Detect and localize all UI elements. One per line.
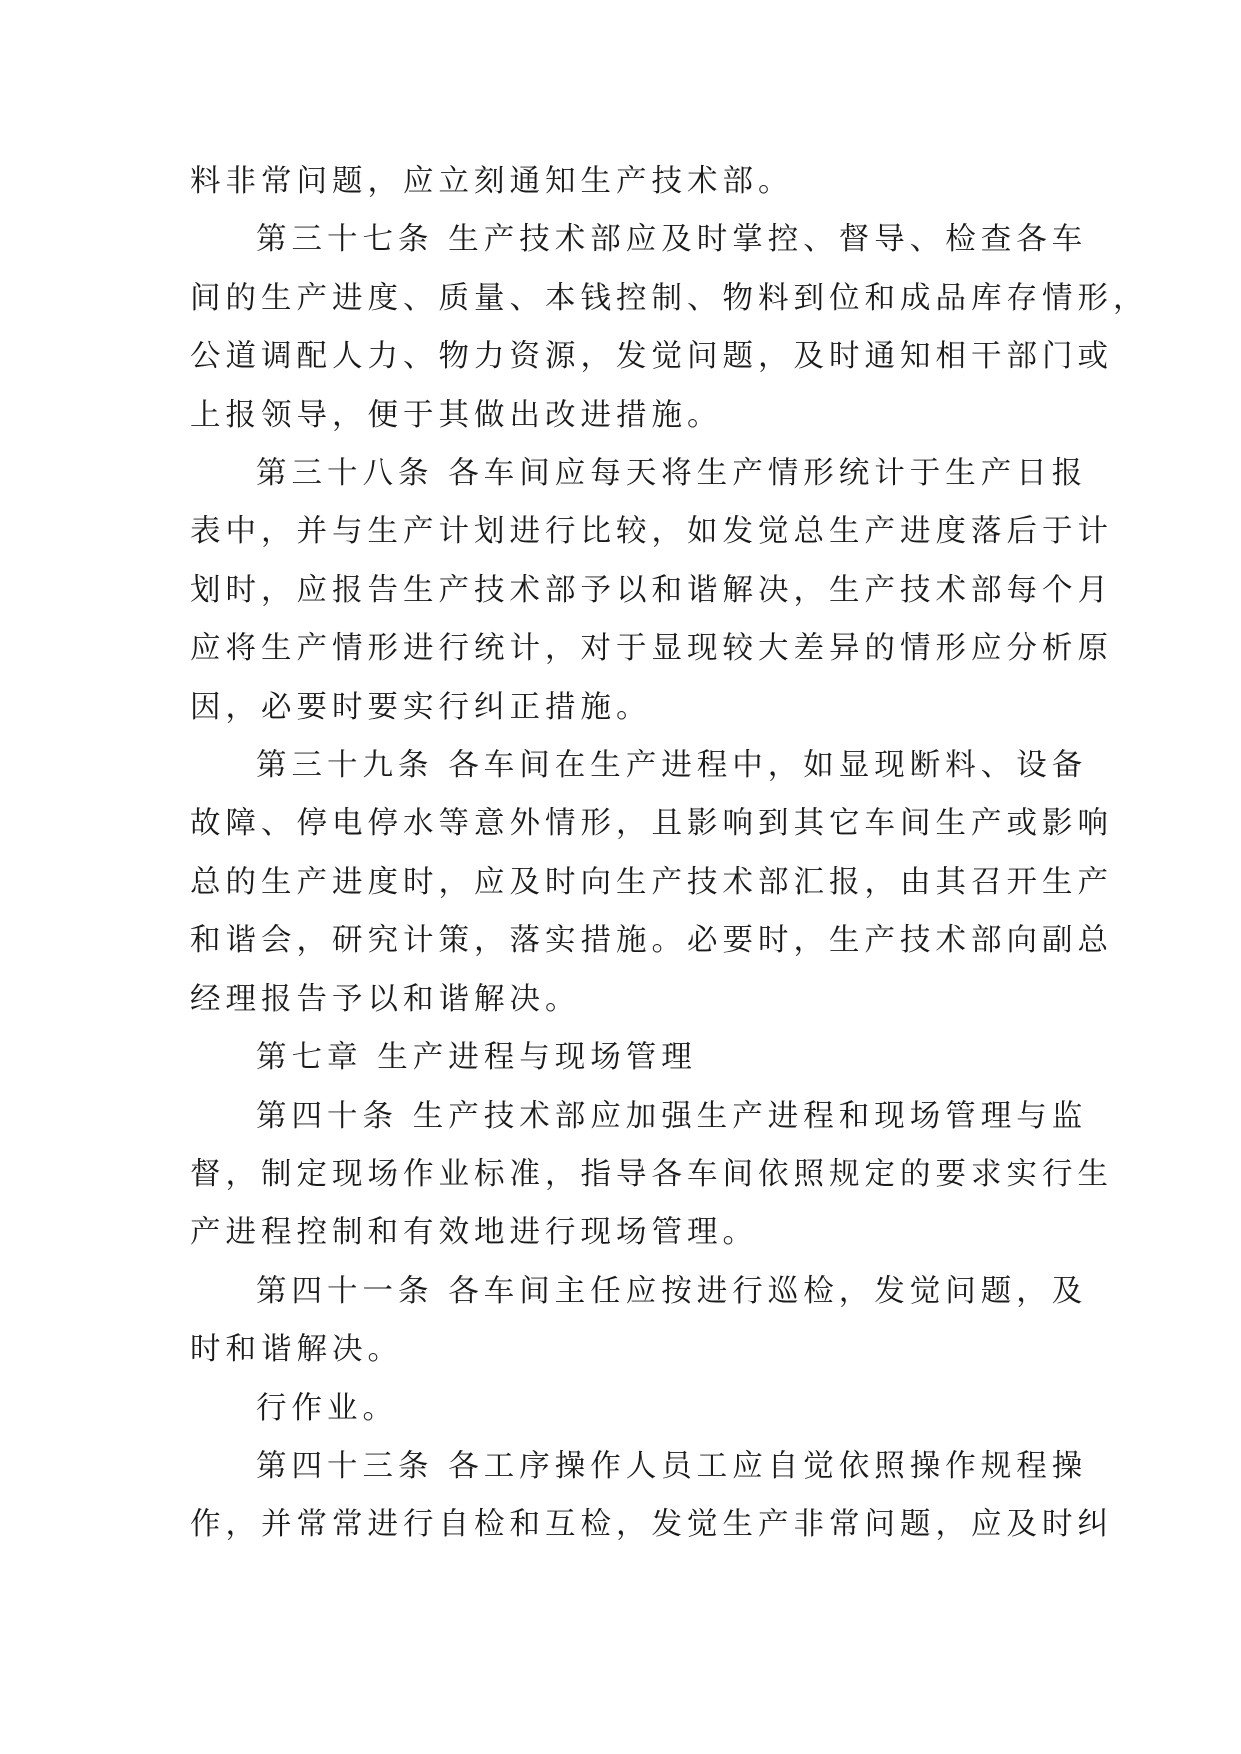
text-line: 第三十八条 各车间应每天将生产情形统计于生产日报: [256, 456, 1088, 492]
text-line: 因，必要时要实行纠正措施。: [190, 689, 652, 725]
text-line: 行作业。: [256, 1390, 398, 1426]
text-line: 第三十七条 生产技术部应及时掌控、督导、检查各车: [256, 222, 1088, 258]
text-line: 公道调配人力、物力资源，发觉问题，及时通知相干部门或: [190, 339, 1113, 375]
text-line: 故障、停电停水等意外情形，且影响到其它车间生产或影响: [190, 806, 1113, 842]
text-line: 划时，应报告生产技术部予以和谐解决，生产技术部每个月: [190, 572, 1113, 608]
text-line: 经理报告予以和谐解决。: [190, 981, 581, 1017]
text-line: 督，制定现场作业标准，指导各车间依照规定的要求实行生: [190, 1156, 1113, 1192]
text-line: 表中，并与生产计划进行比较，如发觉总生产进度落后于计: [190, 514, 1113, 550]
text-line: 总的生产进度时，应及时向生产技术部汇报，由其召开生产: [190, 864, 1113, 900]
text-line: 第四十三条 各工序操作人员工应自觉依照操作规程操: [256, 1448, 1088, 1484]
text-line: 产进程控制和有效地进行现场管理。: [190, 1215, 758, 1251]
chapter-heading: 第七章 生产进程与现场管理: [256, 1040, 697, 1076]
text-line: 间的生产进度、质量、本钱控制、物料到位和成品库存情形，: [190, 280, 1149, 316]
text-line: 第四十条 生产技术部应加强生产进程和现场管理与监: [256, 1098, 1088, 1134]
text-line: 作，并常常进行自检和互检，发觉生产非常问题，应及时纠: [190, 1507, 1113, 1543]
text-line: 和谐会，研究计策，落实措施。必要时，生产技术部向副总: [190, 923, 1113, 959]
document-body: [190, 153, 1149, 1555]
text-line: 应将生产情形进行统计，对于显现较大差异的情形应分析原: [190, 631, 1113, 667]
text-line: 第三十九条 各车间在生产进程中，如显现断料、设备: [256, 748, 1088, 784]
text-line: 上报领导，便于其做出改进措施。: [190, 397, 723, 433]
text-line: 时和谐解决。: [190, 1332, 403, 1368]
text-line: 第四十一条 各车间主任应按进行巡检，发觉问题，及: [256, 1273, 1088, 1309]
text-line: 料非常问题，应立刻通知生产技术部。: [190, 164, 794, 199]
